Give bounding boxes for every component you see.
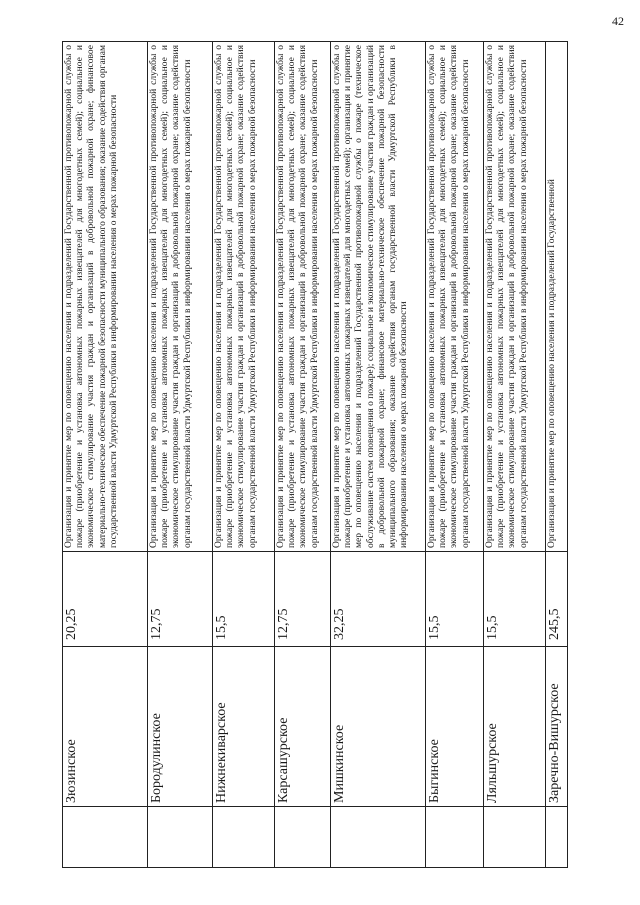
table-row xyxy=(148,42,213,868)
settlement-name: Зюзинское xyxy=(63,647,148,807)
settlement-name: Мишкинское xyxy=(331,647,426,807)
measures-description: Организация и принятие мер по оповещению населения и подразделений Государственной противопожарной службы о пожаре (приобретение и установка автономных пожарных извещателей для многодетных семей); социальное и экономическое стимулирование участия граждан и организаций в добровольной пожарной охране; оказание содействия органам государственной власти Удмуртской Республики в информировании населения о мерах пожарной безопасности xyxy=(426,42,484,552)
measures-description: Организация и принятие мер по оповещению населения и подразделений Государственной противопожарной службы о пожаре (приобретение и установка автономных пожарных извещателей для многодетных семей); социальное и экономическое стимулирование участия граждан и организаций в добровольной пожарной охране; оказание содействия органам государственной власти Удмуртской Республики в информировании населения о мерах пожарной безопасности xyxy=(484,42,546,552)
row-number-cell xyxy=(213,807,275,868)
amount-value: 15,5 xyxy=(213,552,275,647)
settlement-name: Ляльшурское xyxy=(484,647,546,807)
row-number-cell xyxy=(484,807,546,868)
amount-value: 245,5 xyxy=(546,552,568,647)
measures-description: Организация и принятие мер по оповещению населения и подразделений Государственной xyxy=(546,42,568,552)
amount-value: 32,25 xyxy=(331,552,426,647)
row-number-cell xyxy=(426,807,484,868)
measures-description: Организация и принятие мер по оповещению населения и подразделений Государственной противопожарной службы о пожаре (приобретение и установка автономных пожарных извещателей для многодетных семей); социальное и экономическое стимулирование участия граждан и организаций в добровольной пожарной охране; финансовое материально-техническое обеспечение пожарной безопасности муниципального образования; оказание содействия органам государственной власти Удмуртской Республики в информировании населения о мерах пожарной безопасности xyxy=(63,42,148,552)
fire-safety-table xyxy=(62,41,568,868)
settlement-name: Заречно-Вишурское xyxy=(546,647,568,807)
table-row xyxy=(331,42,426,868)
settlement-name: Быгинское xyxy=(426,647,484,807)
amount-value: 15,5 xyxy=(426,552,484,647)
rotated-table-page xyxy=(62,42,582,868)
row-number-cell xyxy=(275,807,331,868)
settlement-name: Карсашурское xyxy=(275,647,331,807)
page-number: 42 xyxy=(612,14,624,28)
table-row xyxy=(275,42,331,868)
measures-description: Организация и принятие мер по оповещению населения и подразделений Государственной противопожарной службы о пожаре (приобретение и установка автономных пожарных извещателей для многодетных семей); социальное и экономическое стимулирование участия граждан и организаций в добровольной пожарной охране; оказание содействия органам государственной власти Удмуртской Республики в информировании населения о мерах пожарной безопасности xyxy=(148,42,213,552)
row-number-cell xyxy=(331,807,426,868)
measures-description: Организация и принятие мер по оповещению населения и подразделений Государственной противопожарной службы о пожаре (приобретение и установка автономных пожарных извещателей для многодетных семей); социальное и экономическое стимулирование участия граждан и организаций в добровольной пожарной охране; оказание содействия органам государственной власти Удмуртской Республики в информировании населения о мерах пожарной безопасности xyxy=(213,42,275,552)
row-number-cell xyxy=(63,807,148,868)
amount-value: 20,25 xyxy=(63,552,148,647)
table-row xyxy=(484,42,546,868)
table-row xyxy=(546,42,568,868)
row-number-cell xyxy=(546,807,568,868)
table-row xyxy=(213,42,275,868)
amount-value: 12,75 xyxy=(275,552,331,647)
settlement-name: Нижнекиварское xyxy=(213,647,275,807)
table-row xyxy=(426,42,484,868)
measures-description: Организация и принятие мер по оповещению населения и подразделений Государственной противопожарной службы о пожаре (приобретение и установка автономных пожарных извещателей для многодетных семей); социальное и экономическое стимулирование участия граждан и организаций в добровольной пожарной охране; оказание содействия органам государственной власти Удмуртской Республики в информировании населения о мерах пожарной безопасности xyxy=(275,42,331,552)
row-number-cell xyxy=(148,807,213,868)
table-row xyxy=(63,42,148,868)
amount-value: 12,75 xyxy=(148,552,213,647)
amount-value: 15,5 xyxy=(484,552,546,647)
settlement-name: Бородулинское xyxy=(148,647,213,807)
measures-description: Организация и принятие мер по оповещению населения и подразделений Государственной противопожарной службы о пожаре (приобретение и установка автономных пожарных извещателей для многодетных семей); организация и принятие мер по оповещению населения и подразделений Государственной противопожарной службы о пожаре (техническое обслуживание систем оповещения о пожаре); социальное и экономическое стимулирование участия граждан и организаций в добровольной пожарной охране; финансовое материально-техническое обеспечение пожарной безопасности муниципального образования; оказание содействия органам государственной власти Удмуртской Республики в информировании населения о мерах пожарной безопасности xyxy=(331,42,426,552)
